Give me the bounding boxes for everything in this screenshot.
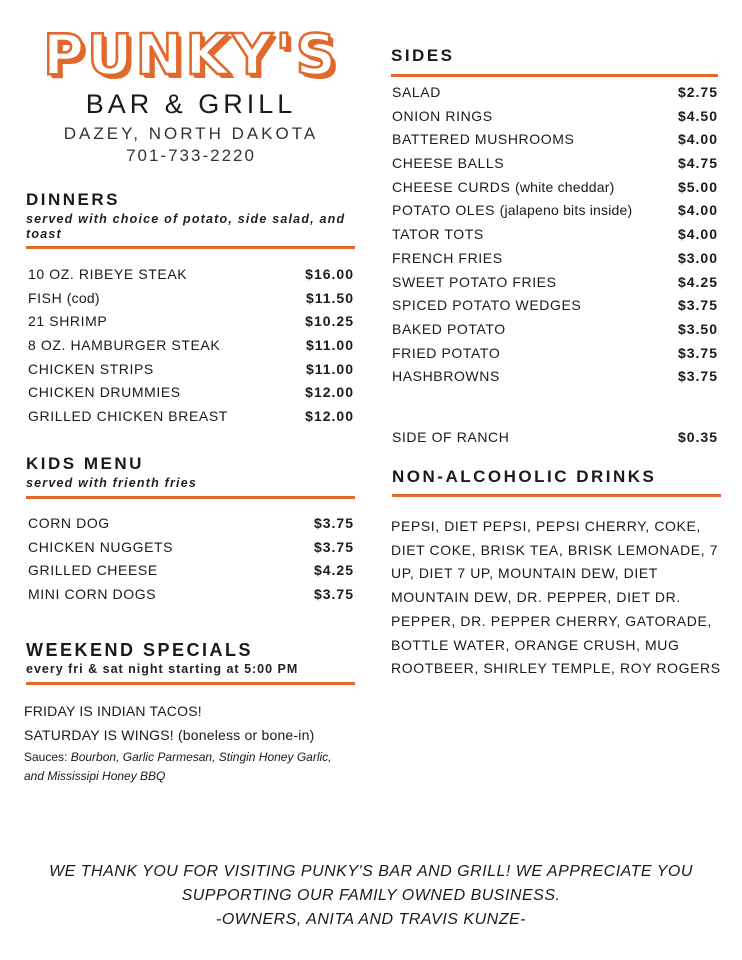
item-price: $12.00 [305,408,354,425]
menu-item [28,586,354,610]
item-price: $10.25 [305,313,354,330]
menu-item [28,337,354,361]
item-name-text: CHICKEN NUGGETS [28,538,174,555]
item-price: $4.25 [677,273,718,290]
item-name [392,84,441,100]
item-name [392,108,493,124]
item-price: $3.75 [677,297,718,314]
item-name-text: FISH [28,289,63,306]
restaurant-phone: 701-733-2220 [126,146,256,165]
item-price: $4.25 [313,562,354,579]
item-name [28,361,154,377]
thank-you-line-3: -OWNERS, ANITA AND TRAVIS KUNZE- [216,911,526,928]
menu-item [392,108,718,132]
item-name-text: SWEET POTATO FRIES [392,273,557,290]
item-name-text: 10 OZ. RIBEYE STEAK [28,266,188,282]
item-name [392,131,574,147]
item-name-text: SALAD [392,84,441,100]
sauces-text: Bourbon, Garlic Parmesan, Stingin Honey Garlic, and Mississipi Honey BBQ [24,750,332,783]
kids-note: served with frienth fries [26,476,198,490]
item-name-text: CHEESE CURDS [392,178,511,195]
item-price: $12.00 [305,384,354,401]
menu-item [28,515,354,539]
item-price: $3.75 [313,515,354,531]
item-name-text: BAKED POTATO [392,320,506,337]
sides-divider [391,74,718,77]
sauces-label: Sauces: [24,750,68,764]
item-name [392,345,500,361]
restaurant-logo: PUNKY'S [43,23,339,88]
item-name-text: GRILLED CHICKEN BREAST [28,408,228,425]
menu-item [28,539,354,563]
item-name [392,297,581,313]
menu-item [28,361,354,385]
item-price: $4.75 [677,155,718,172]
item-name [28,266,187,282]
item-price: $3.50 [677,320,718,337]
menu-item [28,266,354,290]
drinks-section [392,467,721,497]
kids-list [28,515,354,610]
item-name: SIDE OF RANCH [392,429,510,445]
sides-section [391,46,718,77]
item-name-text: BATTERED MUSHROOMS [392,131,575,148]
menu-item [28,290,354,314]
item-name-text: FRENCH FRIES [392,249,503,266]
menu-item [28,384,354,408]
weekend-details [24,699,344,786]
item-name-text: CHEESE BALLS [392,155,505,172]
weekend-section [26,640,355,685]
item-price: $3.75 [313,586,354,603]
menu-item [392,297,718,321]
item-name-text: HASHBROWNS [392,368,500,385]
kids-section [26,454,355,499]
restaurant-subtitle: BAR & GRILL [85,89,297,119]
item-price: $4.50 [677,107,718,124]
thank-you-line-2: SUPPORTING OUR FAMILY OWNED BUSINESS. [181,887,561,904]
menu-item [392,226,718,250]
item-price: $3.75 [677,344,718,361]
item-name-text: FRIED POTATO [392,344,501,361]
item-name [28,337,220,353]
menu-item [392,179,718,203]
item-name [28,290,100,306]
sauces-list [24,748,344,786]
item-detail: (cod) [66,289,100,306]
item-name [28,562,158,578]
item-price: $3.75 [677,368,718,385]
ranch-list [392,429,718,453]
item-price: $3.75 [313,538,354,555]
item-name [28,586,156,602]
item-name [28,313,107,329]
item-name [28,384,181,400]
kids-title: KIDS MENU [26,454,144,473]
saturday-special-extra: (boneless or bone-in) [177,727,315,743]
item-price: $2.75 [677,84,718,100]
drinks-divider [392,494,721,497]
item-name-text: 21 SHRIMP [28,313,108,330]
item-name-text: 8 OZ. HAMBURGER STEAK [28,337,221,354]
drinks-list: PEPSI, DIET PEPSI, PEPSI CHERRY, COKE, DIET COKE, BRISK TEA, BRISK LEMONADE, 7 UP, DIET 7 UP, MOUNTAIN DEW, DIET MOUNTAIN DEW, DR. PEPPER, DIET DR. PEPPER, DR. PEPPER CHERRY, GATORADE, BOTTLE WATER, ORANGE CRUSH, MUG ROOTBEER, SHIRLEY TEMPLE, ROY ROGERS [391,518,721,677]
item-name-text: ONION RINGS [392,107,493,124]
item-name-text: SPICED POTATO WEDGES [392,297,582,314]
dinners-section [26,190,355,249]
saturday-special [24,723,344,747]
menu-item [392,250,718,274]
item-name [28,539,173,555]
sides-title: SIDES [391,46,455,65]
menu-item [28,313,354,337]
menu-item [392,368,718,392]
item-name [392,321,506,337]
item-price: $16.00 [305,266,354,282]
item-price: $3.00 [677,249,718,266]
item-name-text: TATOR TOTS [392,226,484,243]
saturday-special-label: SATURDAY IS WINGS! [24,727,174,743]
thank-you-message [0,860,742,932]
item-name-text: GRILLED CHEESE [28,562,158,579]
dinners-divider [26,246,355,249]
menu-item [392,84,718,108]
menu-item [28,562,354,586]
item-price: $0.35 [677,429,718,445]
item-name [28,408,228,424]
weekend-title: WEEKEND SPECIALS [26,640,254,660]
item-name [392,179,614,195]
item-detail: (jalapeno bits inside) [499,202,633,219]
dinners-note: served with choice of potato, side salad, and toast [26,212,346,241]
dinners-title: DINNERS [26,190,121,209]
friday-special: FRIDAY IS INDIAN TACOS! [24,703,202,719]
item-name-text: POTATO OLES [392,202,496,219]
item-name [392,250,503,266]
item-name-text: CHICKEN DRUMMIES [28,384,181,401]
item-name [392,274,557,290]
menu-item [392,131,718,155]
item-name [392,368,500,384]
item-name-text: MINI CORN DOGS [28,586,157,603]
item-price: $4.00 [677,202,718,219]
menu-item [28,408,354,432]
drinks-title: NON-ALCOHOLIC DRINKS [392,467,657,486]
item-price: $11.00 [305,360,354,377]
thank-you-line-1: WE THANK YOU FOR VISITING PUNKY'S BAR AND GRILL! WE APPRECIATE YOU [49,863,693,880]
item-detail: (white cheddar) [514,178,615,195]
menu-item [392,429,718,453]
item-name [392,226,484,242]
dinners-list [28,266,354,432]
restaurant-header [26,24,356,167]
menu-item [392,202,718,226]
menu-item [392,345,718,369]
item-name [28,515,110,531]
menu-item [392,155,718,179]
item-price: $11.50 [305,289,354,306]
item-price: $4.00 [677,131,718,148]
item-name-text: CORN DOG [28,515,110,531]
item-price: $4.00 [677,226,718,243]
item-name-text: CHICKEN STRIPS [28,360,154,377]
item-name [392,155,504,171]
menu-item [392,321,718,345]
kids-divider [26,496,355,499]
item-price: $5.00 [677,178,718,195]
sides-list [392,84,718,392]
restaurant-location: DAZEY, NORTH DAKOTA [63,124,319,143]
weekend-divider [26,682,355,685]
item-price: $11.00 [305,337,354,354]
item-name [392,202,632,218]
menu-item [392,274,718,298]
weekend-note: every fri & sat night starting at 5:00 PM [26,662,299,676]
